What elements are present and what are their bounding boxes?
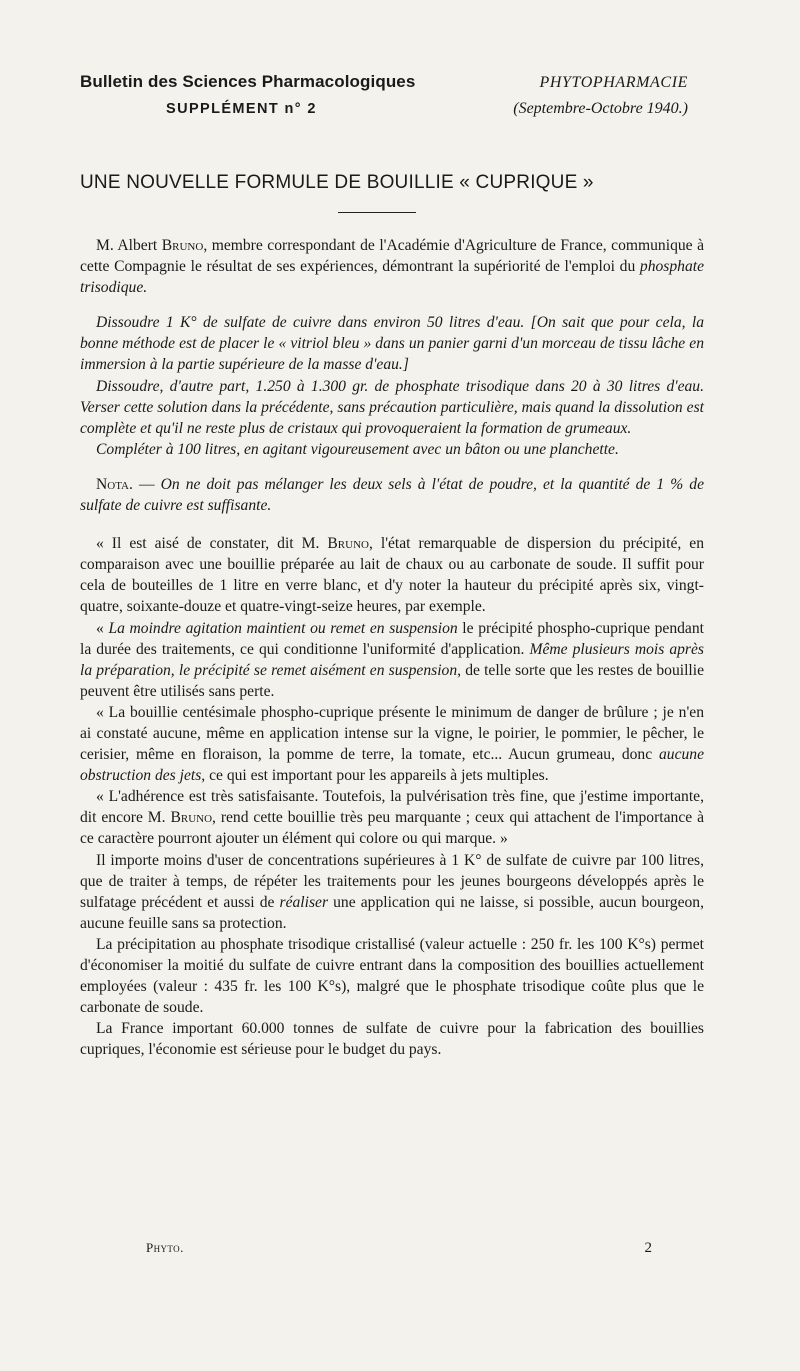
supplement-label: SUPPLÉMENT n° 2	[166, 101, 317, 117]
nota-text: On ne doit pas mélanger les deux sels à l'état de poudre, et la quantité de 1 % de sulfate de cuivre est suffisante.	[80, 475, 704, 515]
quote2-emphasis-1: La moindre agitation maintient ou remet en suspension	[108, 619, 458, 637]
page-footer	[146, 1240, 652, 1257]
section-name: PHYTOPHARMACIE	[539, 74, 688, 91]
precipitation-paragraph: La précipitation au phosphate trisodique cristallisé (valeur actuelle : 250 fr. les 100 K°s) permet d'économiser la moitié du sulfate de cuivre entrant dans la composition des bouillies actuellement employées (valeur : 435 fr. les 100 K°s), malgré que le phosphate trisodique coûte plus que le carbonate de soude.	[80, 935, 704, 1017]
recipe-step-3: Compléter à 100 litres, en agitant vigoureusement avec un bâton ou une planchette.	[96, 440, 619, 458]
article-body	[80, 235, 704, 1060]
important-text-a: Il importe moins d'user de concentrations supérieures à 1 K° de sulfate de cuivre par 100 litres, que de traiter à temps, de répéter les traitements pour les jeunes bourgeons développés après le sulfatage précédent et aussi de	[80, 851, 704, 911]
recipe-step-1: Dissoudre 1 K° de sulfate de cuivre dans environ 50 litres d'eau. [On sait que pour cela, la bonne méthode est de placer le « vitriol bleu » dans un panier garni d'un morceau de tissu lâche en immersion à la partie supérieure de la masse d'eau.]	[80, 314, 704, 374]
quote-paragraph-3	[80, 702, 704, 786]
quote1-text-a: « Il est aisé de constater, dit M.	[96, 535, 328, 553]
author-name: Bruno	[170, 809, 213, 827]
header-row	[80, 72, 704, 92]
intro-prefix: M. Albert	[96, 237, 162, 254]
important-emphasis: réaliser	[279, 893, 329, 911]
important-text-b: une application qui ne laisse, si possible, aucun bourgeon, aucune feuille sans sa protection.	[80, 893, 704, 932]
nota-label: Nota.	[96, 475, 133, 493]
quote-paragraph-1	[80, 533, 704, 617]
author-name: Bruno	[327, 535, 369, 553]
quote2-text-c: de telle sorte que les restes de bouillie peuvent être utilisés sans perte.	[80, 661, 704, 700]
recipe-step-2: Dissoudre, d'autre part, 1.250 à 1.300 gr. de phosphate trisodique dans 20 à 30 litres d'eau. Verser cette solution dans la précédente, sans précaution particulière, mais quand la dissolution est complète et qu'il ne reste plus de cristaux qui provoqueraient la formation de grumeaux.	[80, 377, 704, 437]
quote-paragraph-4	[80, 786, 704, 849]
quote2-text-b: le précipité phospho-cuprique pendant la durée des traitements, ce qui conditionne l'uniformité d'application.	[80, 619, 704, 658]
quote2-emphasis-2: Même plusieurs mois après la préparation, le précipité se remet aisément en suspension,	[80, 640, 704, 679]
intro-paragraph	[80, 235, 704, 298]
title-rule	[338, 212, 416, 213]
nota-dash: —	[132, 475, 161, 493]
article-title: UNE NOUVELLE FORMULE DE BOUILLIE « CUPRIQUE »	[80, 172, 594, 193]
header-row-2	[80, 100, 704, 118]
quote4-text-b: , rend cette bouillie très peu marquante ; ceux qui attachent de l'importance à ce caractère pourront ajouter un élément qui colore ou qui marque. »	[80, 809, 704, 848]
document-page	[80, 72, 704, 1060]
page-number: 2	[644, 1240, 652, 1256]
quote4-text-a: « L'adhérence est très satisfaisante. Toutefois, la pulvérisation très fine, que j'estime importante, dit encore M.	[80, 788, 704, 827]
quote3-emphasis: aucune obstruction des jets,	[80, 746, 704, 785]
quote1-text-b: , l'état remarquable de dispersion du précipité, en comparaison avec une bouillie préparée au lait de chaux ou au carbonate de soude. Il suffit pour cela de bouteilles de 1 litre en verre blanc, et d'y noter la hauteur du précipité après six, vingt-quatre, soixante-douze et quatre-vingt-seize heures, par exemple.	[80, 535, 705, 616]
quote2-open: «	[96, 619, 109, 637]
important-paragraph	[80, 850, 704, 934]
france-paragraph: La France important 60.000 tonnes de sulfate de cuivre pour la fabrication des bouillies cupriques, l'économie est sérieuse pour le budget du pays.	[80, 1020, 704, 1059]
issue-date: (Septembre-Octobre 1940.)	[513, 100, 688, 117]
intro-text: , membre correspondant de l'Académie d'Agriculture de France, communique à cette Compagnie le résultat de ses expériences, démontrant la supériorité de l'emploi du	[80, 237, 704, 276]
footer-section: Phyto.	[146, 1240, 184, 1255]
quote3-text-a: « La bouillie centésimale phospho-cuprique présente le minimum de danger de brûlure ; je n'en ai constaté aucune, même en application intense sur la vigne, le poirier, le pommier, le pêcher, le cerisier, même en floraison, la pomme de terre, la tomate, etc... Aucun grumeau, donc	[80, 703, 704, 764]
author-name: Bruno	[161, 237, 204, 254]
quote-paragraph-2	[80, 618, 704, 702]
journal-title: Bulletin des Sciences Pharmacologiques	[80, 72, 416, 91]
nota-paragraph	[80, 474, 704, 516]
quote3-text-b: ce qui est important pour les appareils à jets multiples.	[205, 767, 549, 785]
intro-emphasis: phosphate trisodique.	[80, 258, 704, 297]
